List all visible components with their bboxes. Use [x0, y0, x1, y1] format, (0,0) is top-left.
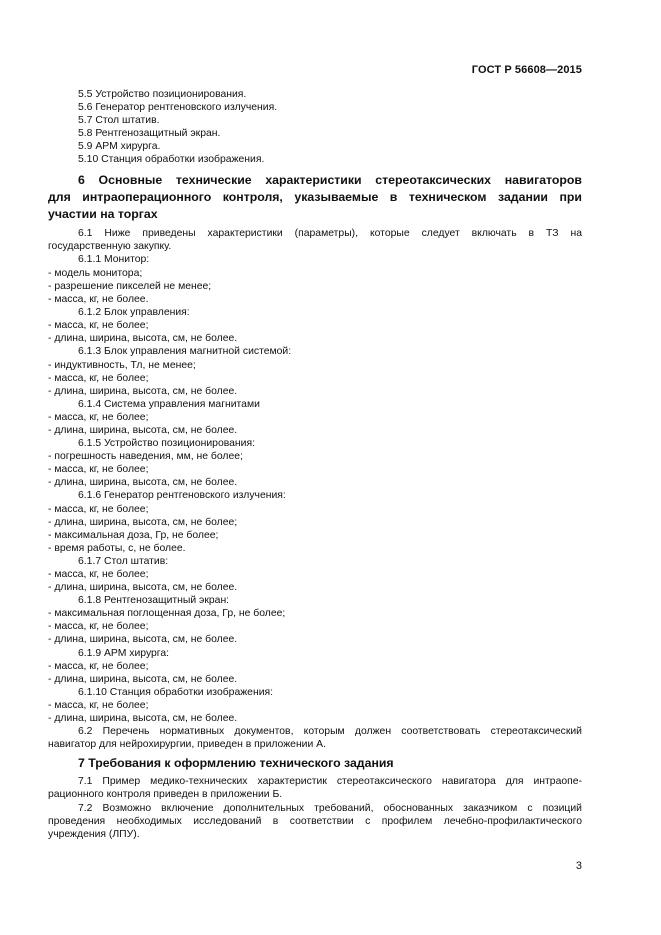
paragraph-line: 6.1 Ниже приведены характеристики (параметры), которые следует включать в ТЗ на: [78, 227, 582, 239]
paragraph-line: учреждения (ЛПУ).: [48, 828, 140, 840]
page-content: [48, 88, 582, 841]
subsection-heading: 6.1.1 Монитор:: [78, 253, 150, 265]
paragraph-line: навигатор для нейрохирургии, приведен в приложении А.: [48, 739, 326, 751]
subsection-heading: 6.1.7 Стол штатив:: [78, 555, 169, 567]
subsection-heading: 6.1.9 АРМ хирурга:: [78, 647, 170, 659]
page-number: 3: [575, 860, 582, 872]
list-item: 5.8 Рентгенозащитный экран.: [78, 128, 221, 140]
list-item: - масса, кг, не более;: [48, 503, 149, 515]
list-item: - индуктивность, Тл, не менее;: [48, 359, 196, 371]
list-item: 5.7 Стол штатив.: [78, 115, 160, 127]
list-item: - масса, кг, не более;: [48, 699, 149, 711]
paragraph-line: проведения необходимых исследований в соответствии с профилем лечебно-профилактического: [48, 815, 582, 827]
subsection-heading: 6.1.2 Блок управления:: [78, 307, 190, 319]
list-item: - длина, ширина, высота, см, не более.: [48, 477, 238, 489]
list-item: 5.6 Генератор рентгеновского излучения.: [78, 102, 278, 114]
list-item: - длина, ширина, высота, см, не более.: [48, 634, 238, 646]
list-item: - максимальная поглощенная доза, Гр, не более;: [48, 608, 286, 620]
list-item: - длина, ширина, высота, см, не более.: [48, 424, 238, 436]
section-6-body: [48, 227, 582, 752]
list-item: - время работы, с, не более.: [48, 542, 186, 554]
subsection-heading: 6.1.8 Рентгенозащитный экран:: [78, 595, 230, 607]
list-item: - длина, ширина, высота, см, не более.: [48, 333, 238, 345]
list-item: - длина, ширина, высота, см, не более.: [48, 713, 238, 725]
list-item: 5.9 АРМ хирурга.: [78, 141, 161, 153]
paragraph-line: 7.2 Возможно включение дополнительных требований, обоснованных заказчиком с позиций: [78, 802, 582, 814]
list-item: - длина, ширина, высота, см, не более.: [48, 673, 238, 685]
list-item: - длина, ширина, высота, см, не более;: [48, 516, 238, 528]
list-item: 5.5 Устройство позиционирования.: [78, 89, 247, 100]
heading-line: для интраоперационного контроля, указываемые в техническом задании при: [48, 189, 582, 204]
subsection-heading: 6.1.10 Станция обработки изображения:: [78, 686, 274, 698]
list-item: - длина, ширина, высота, см, не более.: [48, 385, 238, 397]
paragraph-line: государственную закупку.: [48, 240, 172, 252]
list-item: - разрешение пикселей не менее;: [48, 280, 212, 292]
list-item: - масса, кг, не более;: [48, 320, 149, 332]
list-item: - длина, ширина, высота, см, не более.: [48, 582, 238, 594]
list-item: 5.10 Станция обработки изображения.: [78, 154, 265, 166]
document-header: ГОСТ Р 56608—2015: [471, 64, 582, 76]
paragraph-line: рационного контроля приведен в приложении Б.: [48, 789, 283, 801]
section-7-heading: 7 Требования к оформлению технического задания: [78, 756, 394, 771]
list-item: - максимальная доза, Гр, не более;: [48, 529, 219, 541]
subsection-heading: 6.1.4 Система управления магнитами: [78, 398, 260, 410]
subsection-heading: 6.1.3 Блок управления магнитной системой:: [78, 346, 292, 358]
paragraph-line: 6.2 Перечень нормативных документов, которым должен соответствовать стереотаксический: [78, 726, 582, 738]
section-7-body: [48, 775, 582, 840]
list-item: - масса, кг, не более;: [48, 411, 149, 423]
section-6-heading: [48, 172, 582, 223]
list-item: - масса, кг, не более;: [48, 464, 149, 476]
equipment-list: [48, 88, 582, 167]
list-item: - масса, кг, не более.: [48, 294, 149, 306]
paragraph-line: 7.1 Пример медико-технических характеристик стереотаксического навигатора для интраопе-: [78, 776, 582, 788]
subsection-heading: 6.1.6 Генератор рентгеновского излучения:: [78, 490, 286, 502]
list-item: - масса, кг, не более;: [48, 372, 149, 384]
list-item: - модель монитора;: [48, 267, 143, 279]
list-item: - погрешность наведения, мм, не более;: [48, 451, 243, 463]
subsection-heading: 6.1.5 Устройство позиционирования:: [78, 438, 255, 450]
list-item: - масса, кг, не более;: [48, 660, 149, 672]
list-item: - масса, кг, не более;: [48, 569, 149, 580]
heading-line: участии на торгах: [48, 206, 158, 221]
list-item: - масса, кг, не более;: [48, 621, 149, 633]
heading-line: 6 Основные технические характеристики стереотаксических навигаторов: [78, 172, 582, 187]
